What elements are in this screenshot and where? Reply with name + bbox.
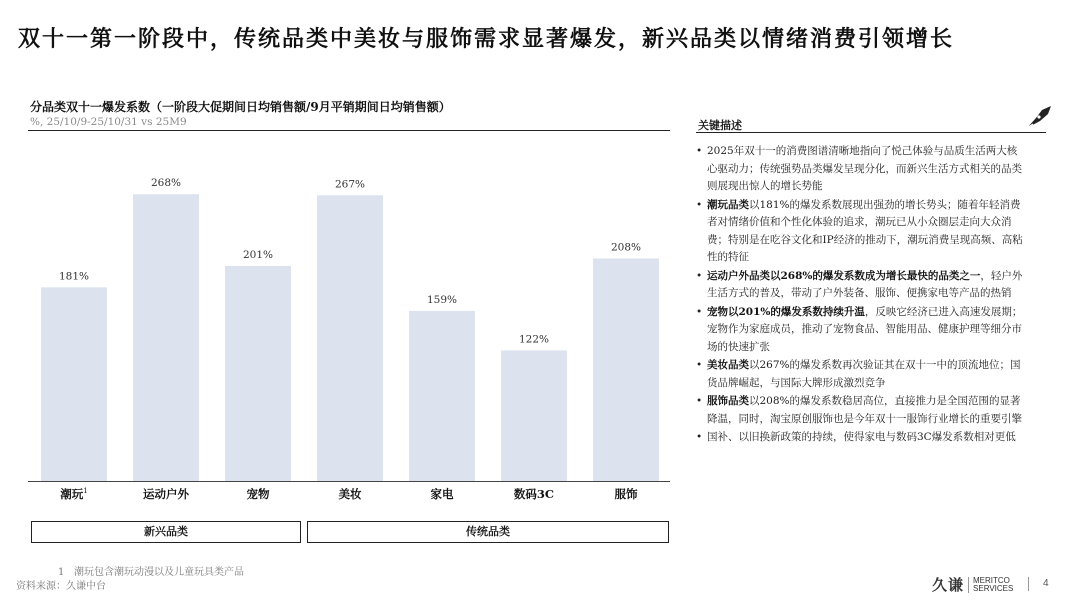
category-label (339, 487, 362, 501)
bullet-emphasis: 运动户外品类以268%的爆发系数成为增长最快的品类之一 (707, 269, 981, 282)
value-label: 201% (242, 248, 274, 261)
bar-家电 (409, 311, 475, 481)
bullet-text: 国补、以旧换新政策的持续，使得家电与数码3C爆发系数相对更低 (707, 431, 1016, 443)
category-label-text: 宠物 (246, 487, 270, 501)
logo-english (973, 577, 1013, 593)
footnote-text: 潮玩包含潮玩动漫以及儿童玩具类产品 (74, 567, 244, 578)
bullet-text: 以208%的爆发系数稳居高位，直接推力是全国范围的显著降温，同时，淘宝原创服饰也是今年双十一服饰行业增长的重要引擎 (707, 395, 1022, 425)
bullet-emphasis: 服饰品类 (707, 395, 749, 407)
fountain-pen-icon (1024, 104, 1054, 130)
bar-美妆 (317, 195, 383, 481)
footnote-marker: 1 (83, 487, 88, 495)
description-bullet (696, 268, 1026, 303)
panel-rule (696, 132, 1046, 133)
bullet-text: ，反映它经济已进入高速发展期；宠物作为家庭成员，推动了宠物食品、智能用品、健康护理等细分市场的快速扩张 (707, 305, 1023, 353)
category-label (431, 487, 454, 501)
page-headline: 双十一第一阶段中，传统品类中美妆与服饰需求显著爆发，新兴品类以情绪消费引领增长 (18, 26, 955, 52)
group-box-emerging: 新兴品类 (31, 521, 301, 543)
category-label-text: 服饰 (614, 487, 638, 501)
key-description-list (696, 143, 1026, 448)
bar-数码3C (501, 350, 567, 481)
bar-宠物 (225, 266, 291, 481)
description-bullet (696, 143, 1026, 196)
category-label-text: 家电 (430, 487, 454, 501)
category-label (615, 487, 638, 501)
logo-chinese: 久谦 (932, 576, 965, 594)
chart-title: 分品类双十一爆发系数（一阶段大促期间日均销售额/9月平销期间日均销售额） (30, 100, 451, 114)
category-label (247, 487, 270, 501)
description-bullet (696, 393, 1026, 428)
bar-服饰 (593, 258, 659, 481)
description-bullet (696, 197, 1026, 267)
bar-潮玩 (41, 287, 107, 481)
bullet-emphasis: 宠物以201%的爆发系数持续升温 (707, 305, 865, 318)
bar-运动户外 (133, 194, 199, 481)
category-label-text: 潮玩 (60, 487, 84, 501)
logo-english-line1: MERITCO (973, 575, 1010, 585)
meritco-logo (932, 574, 1013, 595)
logo-english-line2: SERVICES (973, 583, 1014, 593)
value-label: 208% (610, 241, 642, 254)
bullet-text: ，轻户外生活方式的普及，带动了户外装备、服饰、便携家电等产品的热销 (707, 269, 1023, 299)
description-bullet (696, 304, 1026, 357)
category-label (143, 487, 189, 501)
footnote (58, 563, 244, 578)
category-label (59, 487, 87, 501)
description-bullet (696, 357, 1026, 392)
value-label: 181% (58, 270, 90, 283)
bullet-emphasis: 美妆品类 (707, 359, 749, 371)
bullet-emphasis: 潮玩品类 (707, 198, 749, 211)
value-label: 268% (150, 177, 182, 190)
chart-subtitle: %, 25/10/9-25/10/31 vs 25M9 (30, 116, 187, 128)
bullet-text: 以181%的爆发系数展现出强劲的增长势头；随着年轻消费者对情绪价值和个性化体验的追求，潮玩已从小众圈层走向大众消费；特别是在吃谷文化和IP经济的推动下，潮玩消费呈现高频、高粘性的特征 (707, 198, 1023, 263)
category-label-text: 美妆 (338, 487, 362, 501)
group-box-traditional: 传统品类 (307, 521, 669, 543)
bullet-text: 2025年双十一的消费图谱清晰地指向了悦己体验与品质生活两大核心驱动力；传统强势品类爆发呈现分化，而新兴生活方式相关的品类则展现出惊人的增长势能 (707, 145, 1022, 192)
source-note: 资料来源：久谦中台 (16, 581, 106, 592)
description-bullet (696, 429, 1026, 447)
footnote-number: 1 (58, 567, 65, 578)
page-separator (1028, 577, 1029, 591)
logo-divider (968, 577, 969, 593)
page-number: 4 (1043, 578, 1049, 589)
category-label-text: 运动户外 (143, 487, 189, 501)
value-label: 122% (518, 333, 550, 346)
category-label-text: 数码3C (513, 487, 555, 501)
panel-title: 关键描述 (698, 119, 742, 132)
category-label (514, 487, 554, 501)
value-label: 267% (334, 178, 366, 191)
value-label: 159% (426, 293, 458, 306)
bullet-text: 以267%的爆发系数再次验证其在双十一中的顶流地位；国货品牌崛起，与国际大牌形成激烈竞争 (707, 359, 1021, 389)
